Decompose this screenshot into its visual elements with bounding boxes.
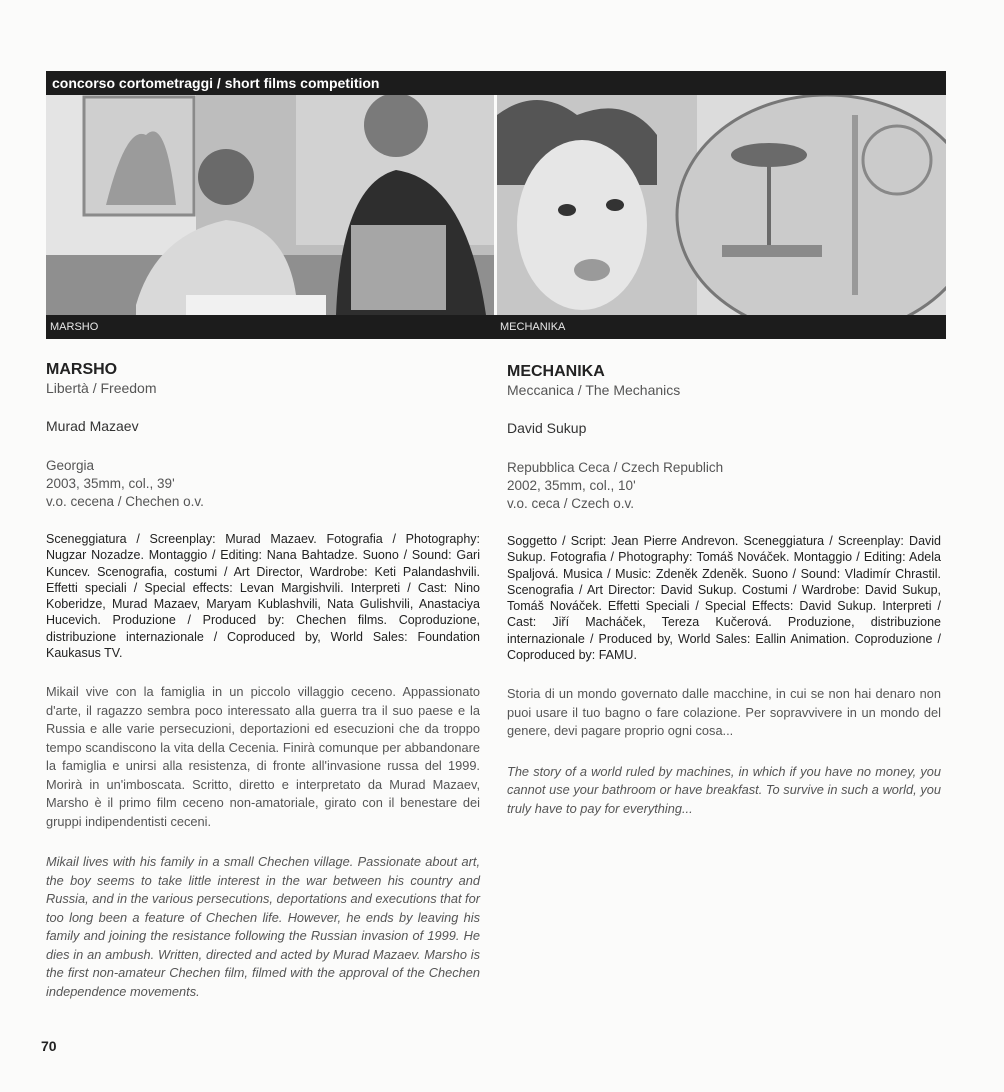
film-title: MECHANIKA bbox=[507, 363, 605, 380]
film-synopsis-italian: Storia di un mondo governato dalle macchine, in cui se non hai denaro non puoi usare il tuo bagno o fare colazione. Per sopravvivere in un mondo del genere, devi pagare proprio ogni cosa... bbox=[507, 686, 941, 739]
marsho-entry bbox=[46, 360, 480, 1001]
film-synopsis-italian: Mikail vive con la famiglia in un piccolo villaggio ceceno. Appassionato d'arte, il ragazzo sembra poco interessato alla guerra tra il suo paese e la Russia e alle varie persecuzioni, deportazioni ed esecuzioni che da troppo tempo scandiscono la vita della Cecenia. Finirà comunque per abbandonare la famiglia e unirsi alla resistenza, di fronte all'invasione russa del 1999. Morirà in un'imboscata. Scritto, diretto e interpretato da Murad Mazaev, Marsho è il primo film ceceno non-amatoriale, girato con il benestare dei gruppi indipendentisti ceceni. bbox=[46, 684, 480, 829]
film-technical: 2002, 35mm, col., 10' bbox=[507, 478, 636, 493]
film-subtitle: Libertà / Freedom bbox=[46, 380, 157, 396]
mechanika-still-image bbox=[497, 95, 946, 315]
film-director: David Sukup bbox=[507, 420, 587, 436]
film-country: Georgia bbox=[46, 458, 95, 473]
mechanika-entry bbox=[507, 362, 941, 818]
mechanika-image-caption: MECHANIKA bbox=[496, 315, 946, 339]
film-subtitle: Meccanica / The Mechanics bbox=[507, 382, 681, 398]
film-credits: Sceneggiatura / Screenplay: Murad Mazaev. Fotografia / Photography: Nugzar Nozadze. Montaggio / Editing: Nana Bahtadze. Suono / Sound: Gari Kuncev. Scenografia, costumi / Art Director, Wardrobe: Keti Palandashvili. Effetti speciali / Special effects: Levan Margishvili. Interpreti / Cast: Nino Koberidze, Murad Mazaev, Maryam Kublashvili, Nata Gulishvili, Anastaciya Hucevich. Produzione / Produced by: Chechen films. Coproduzione, distribuzione internazionale / Coproduced by, World Sales: Foundation Kaukasus TV. bbox=[46, 532, 480, 661]
film-director: Murad Mazaev bbox=[46, 418, 139, 434]
film-synopsis-english: The story of a world ruled by machines, in which if you have no money, you cannot use your bathroom or have breakfast. To survive in such a world, you truly have to pay for everything... bbox=[507, 763, 941, 816]
film-synopsis-english: Mikail lives with his family in a small Chechen village. Passionate about art, the boy seems to take little interest in the war between his country and Russia, and in the various persecutions, deportations and executions that for too long been a feature of Chechen life. However, he ends by leaving his family and joining the resistance following the Russian invasion of 1999. He dies in an ambush. Written, directed and acted by Murad Mazaev. Marsho is the first non-amateur Chechen film, filmed with the approval of the Chechen independence movements. bbox=[46, 854, 480, 999]
film-country: Repubblica Ceca / Czech Republich bbox=[507, 460, 724, 475]
film-credits: Soggetto / Script: Jean Pierre Andrevon. Sceneggiatura / Screenplay: David Sukup. Fotografia / Photography: Tomáš Nováček. Montaggio / Editing: Adela Spaljová. Musica / Music: Zdeněk Zdeněk. Suono / Sound: Vladimír Chrastil. Scenografia / Art Director: David Sukup. Costumi / Wardrobe: David Sukup, Tomáš Nováček. Effetti Speciali / Special Effects: David Sukup. Interpreti / Cast: Jiří Macháček, Tereza Kučerová. Produzione, distribuzione internazionale / Produced by, World Sales: Eallin Animation. Coproduzione / Coproduced by: FAMU. bbox=[507, 534, 941, 663]
page-number: 70 bbox=[41, 1038, 57, 1054]
film-technical: 2003, 35mm, col., 39' bbox=[46, 476, 175, 491]
marsho-image-caption: MARSHO bbox=[46, 315, 496, 339]
film-info bbox=[507, 459, 941, 513]
film-title: MARSHO bbox=[46, 361, 118, 378]
section-banner: concorso cortometraggi / short films competition bbox=[46, 71, 946, 95]
film-language: v.o. ceca / Czech o.v. bbox=[507, 496, 635, 511]
film-info bbox=[46, 457, 480, 511]
film-language: v.o. cecena / Chechen o.v. bbox=[46, 494, 204, 509]
marsho-still-image bbox=[46, 95, 494, 315]
